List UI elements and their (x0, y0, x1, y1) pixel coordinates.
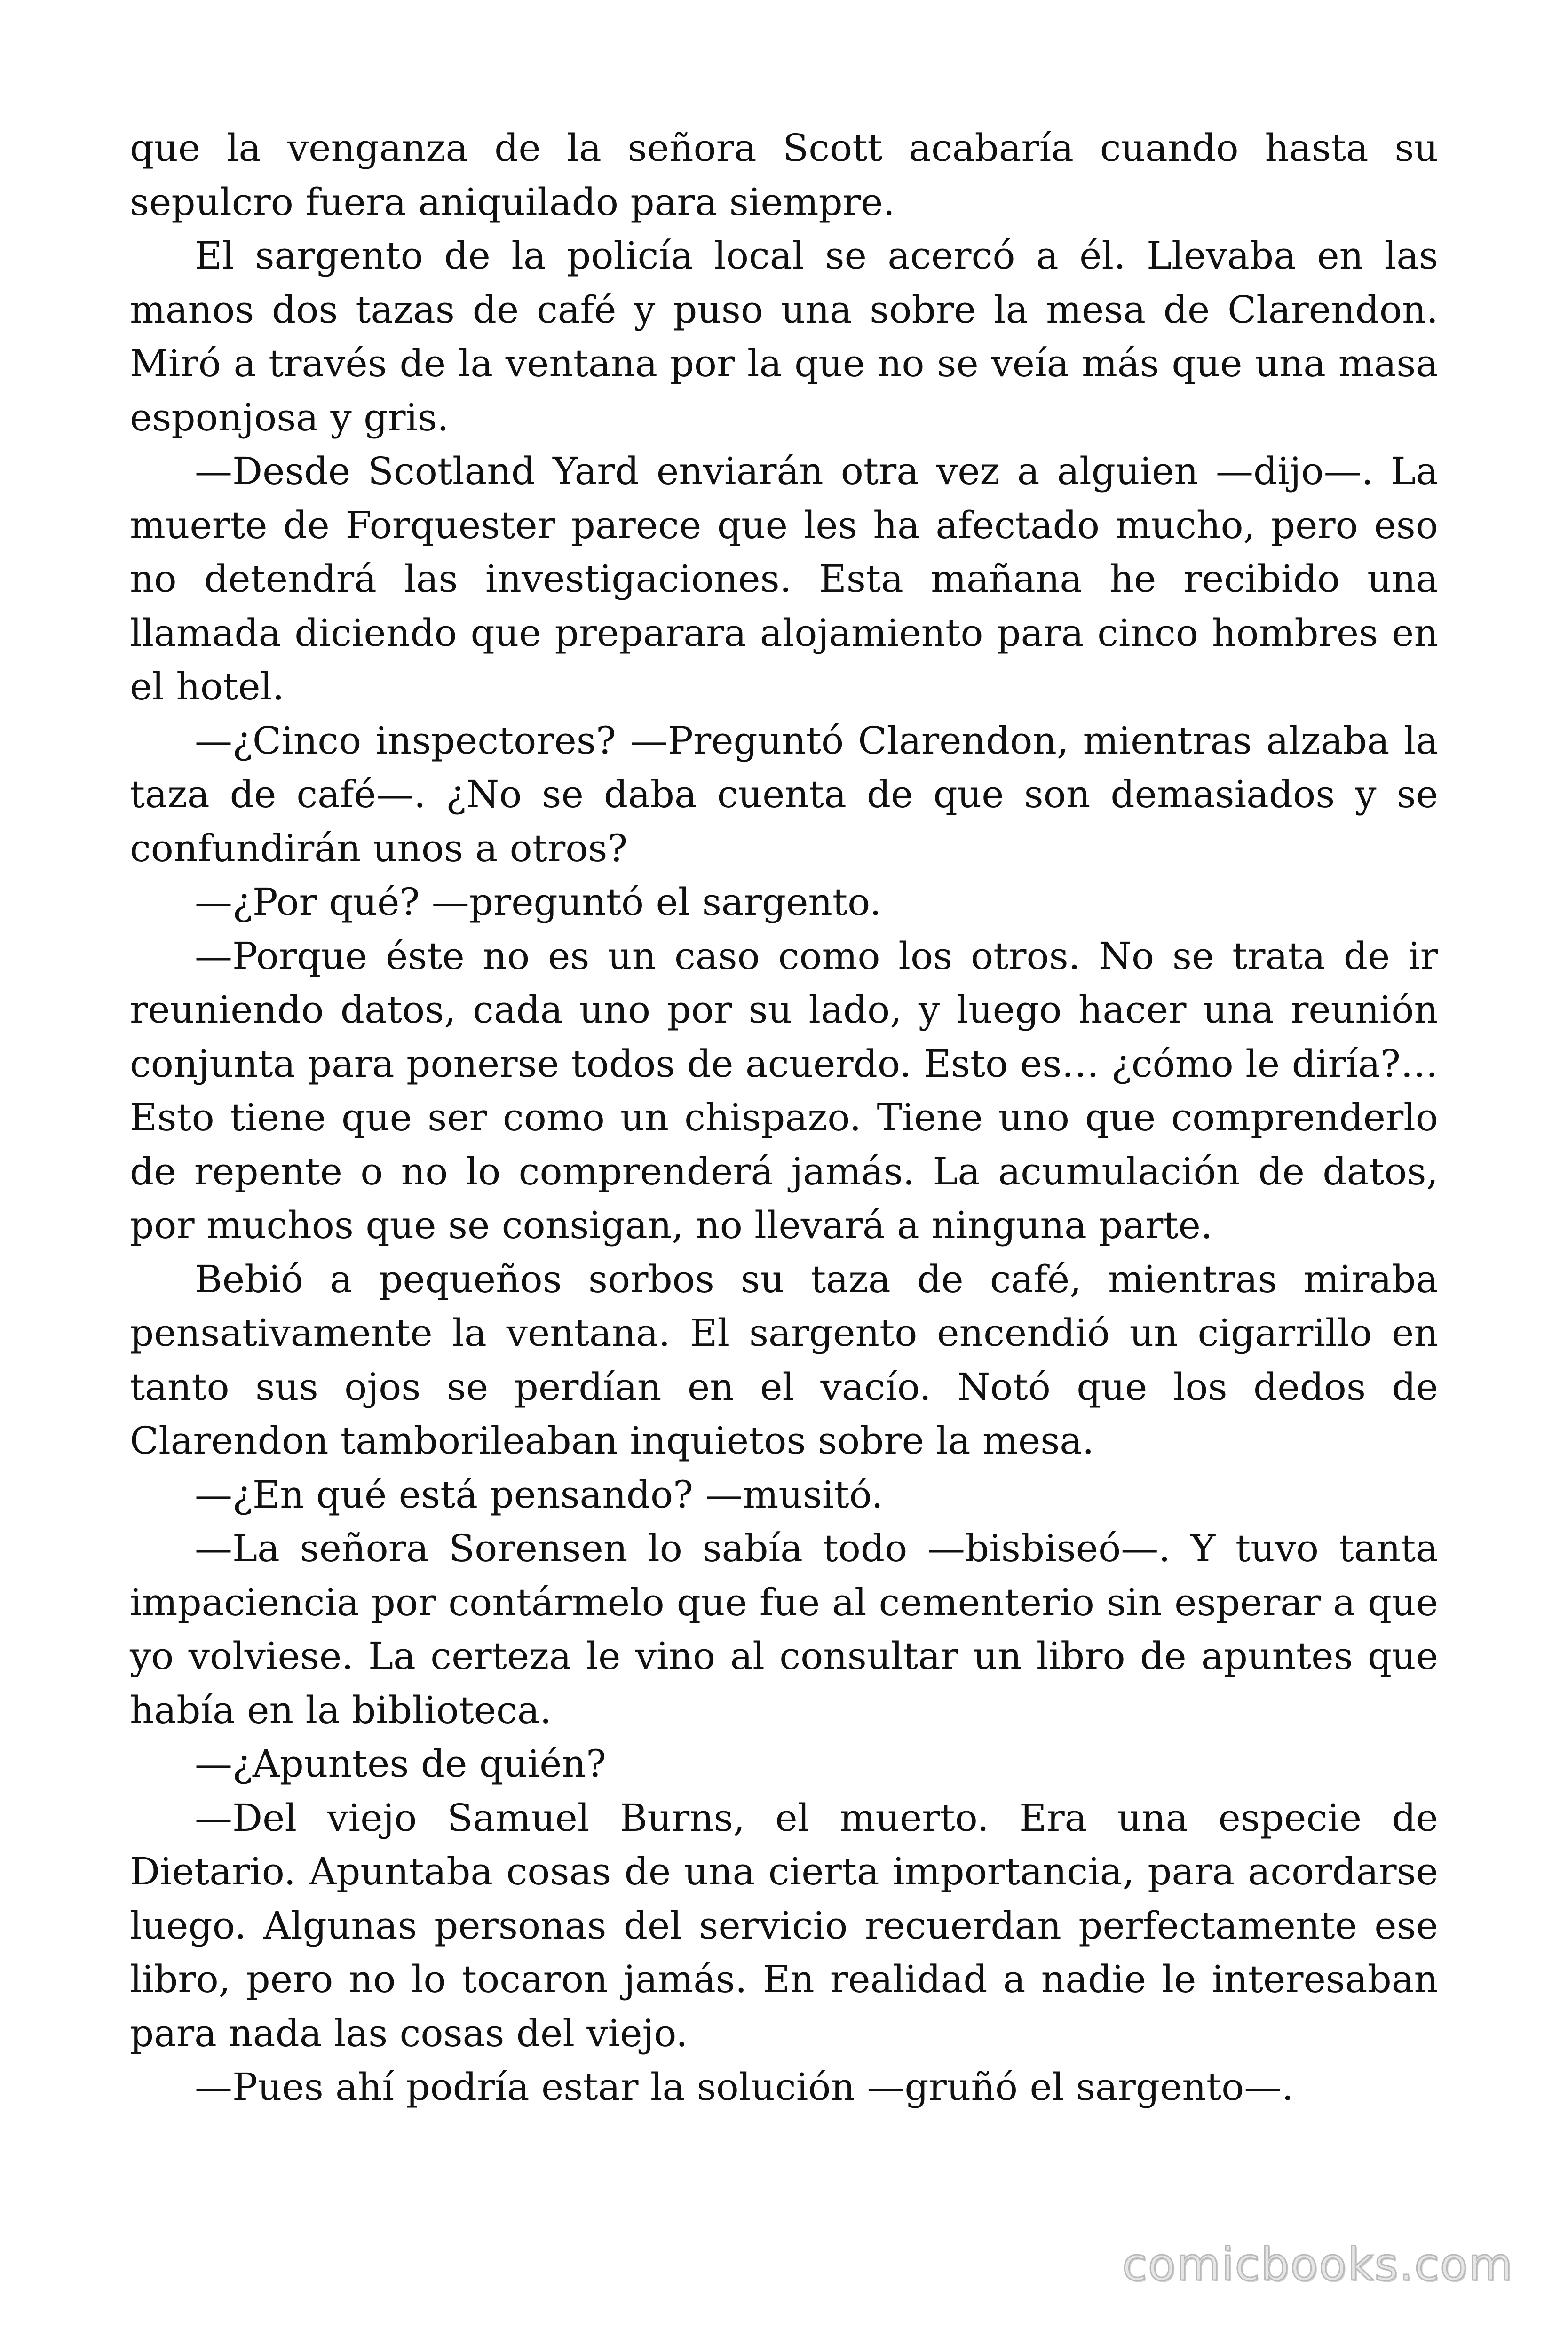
paragraph-4: —¿Cinco inspectores? —Preguntó Clarendon, mientras alzaba la taza de café—. ¿No se daba cuenta de que son demasiados y se confundirán unos a otros? (130, 718, 1438, 870)
body-text (130, 121, 1438, 2114)
paragraph-1: que la venganza de la señora Scott acabaría cuando hasta su sepulcro fuera aniquilado para siempre. (130, 126, 1438, 224)
paragraph-3: —Desde Scotland Yard enviarán otra vez a alguien —dijo—. La muerte de Forquester parece que les ha afectado mucho, pero eso no detendrá las investigaciones. Esta mañana he recibido una llamada diciendo que preparara alojamiento para cinco hombres en el hotel. (130, 449, 1438, 708)
paragraph-11: —Del viejo Samuel Burns, el muerto. Era una especie de Dietario. Apuntaba cosas de una cierta importancia, para acordarse luego. Algunas personas del servicio recuerdan perfectamente ese libro, pero no lo tocaron jamás. En realidad a nadie le interesaban para nada las cosas del viejo. (130, 1796, 1438, 2055)
paragraph-7: Bebió a pequeños sorbos su taza de café, mientras miraba pensativamente la ventana. El sargento encendió un cigarrillo en tanto sus ojos se perdían en el vacío. Notó que los dedos de Clarendon tamborileaban inquietos sobre la mesa. (130, 1257, 1438, 1462)
paragraph-6: —Porque éste no es un caso como los otros. No se trata de ir reuniendo datos, cada uno por su lado, y luego hacer una reunión conjunta para ponerse todos de acuerdo. Esto es… ¿cómo le diría?… Esto tiene que ser como un chispazo. Tiene uno que comprenderlo de repente o no lo comprenderá jamás. La acumulación de datos, por muchos que se consigan, no llevará a ninguna parte. (130, 934, 1438, 1247)
watermark: comicbooks.com (1122, 2238, 1513, 2291)
paragraph-8: —¿En qué está pensando? —musitó. (195, 1472, 883, 1517)
paragraph-10: —¿Apuntes de quién? (195, 1742, 606, 1786)
paragraph-9: —La señora Sorensen lo sabía todo —bisbiseó—. Y tuvo tanta impaciencia por contármelo que fue al cementerio sin esperar a que yo volviese. La certeza le vino al consultar un libro de apuntes que había en la biblioteca. (130, 1526, 1438, 1732)
paragraph-5: —¿Por qué? —preguntó el sargento. (195, 880, 882, 924)
paragraph-12: —Pues ahí podría estar la solución —gruñó el sargento—. (195, 2065, 1294, 2109)
paragraph-2: El sargento de la policía local se acercó a él. Llevaba en las manos dos tazas de café y puso una sobre la mesa de Clarendon. Miró a través de la ventana por la que no se veía más que una masa esponjosa y gris. (130, 234, 1438, 439)
